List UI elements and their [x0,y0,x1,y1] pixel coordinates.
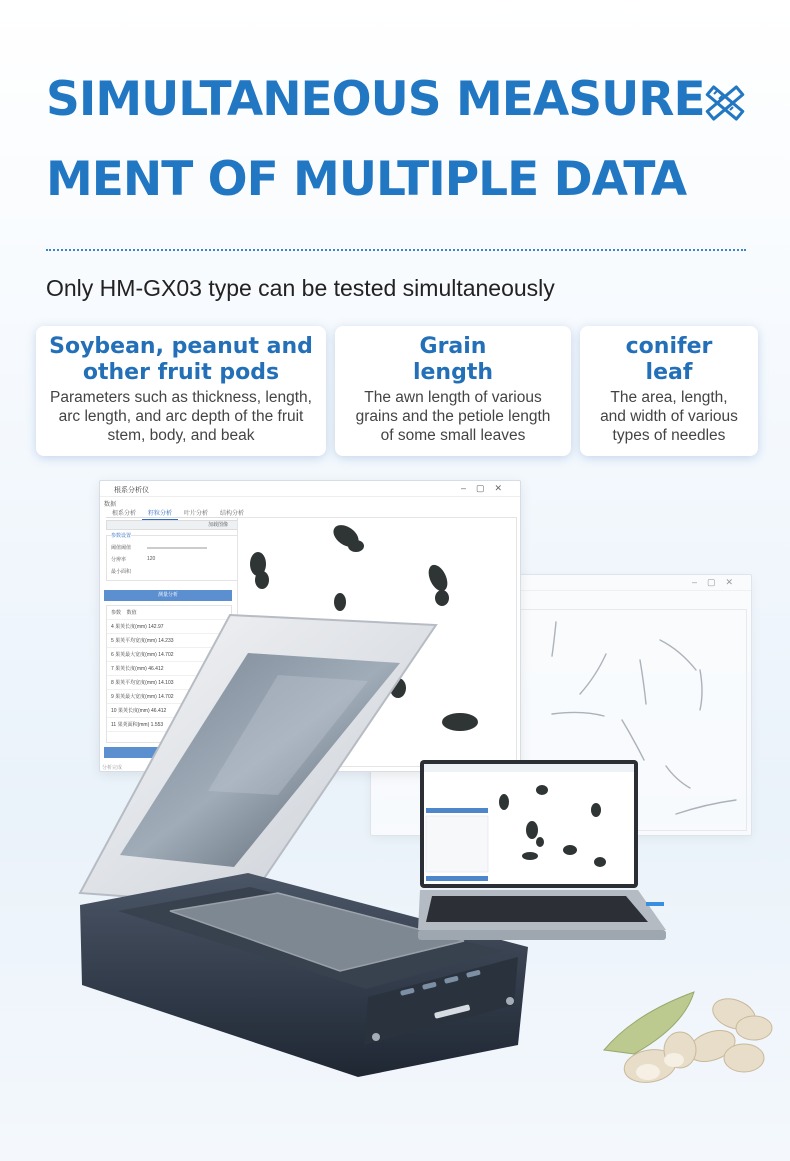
table-row: 9 果荚最大宽度(mm) 14.702 [107,690,231,704]
card-description: The area, length, and width of various types of needles [600,389,738,444]
page-title-line-1: SIMULTANEOUS MEASURE [46,72,705,127]
table-row: 7 果荚长度(mm) 46.412 [107,662,231,676]
ruler-pencil-icon [700,80,750,126]
card-title: conifer leaf [625,334,713,385]
threshold-label: 阈值阈值 [111,545,132,551]
table-row: 8 果荚平均宽度(mm) 14.103 [107,676,231,690]
group-label: 参数设置 [111,533,132,539]
page-title-line-2: MENT OF MULTIPLE DATA [46,152,687,207]
window-title: 根系分析仪 [114,487,149,494]
load-image-button[interactable]: 加载图像 [106,520,330,530]
tab-leaf[interactable]: 叶片分析 [184,511,209,517]
tab-structure[interactable]: 结构分析 [220,511,245,517]
threshold-slider[interactable] [147,547,207,549]
measure-button[interactable]: 测量分析 [104,590,232,601]
dotted-divider [46,249,746,251]
dpi-input[interactable]: 120 [147,556,156,562]
dpi-label: 分辨率 [111,557,127,563]
window-controls[interactable]: –▢✕ [460,483,512,493]
window-titlebar [100,481,520,497]
menu-bar[interactable]: 数据 [104,502,117,508]
table-header: 参数 数值 [107,606,231,620]
card-title: Grain length [412,334,494,385]
card-title: Soybean, peanut and other fruit pods [49,334,313,385]
feature-card-grain-length [335,326,571,456]
status-text: 分析完成 [102,765,123,771]
feature-card-conifer-leaf [580,326,758,456]
window-controls[interactable]: –▢✕ [691,577,743,587]
table-row: 11 果荚面积(mm) 1.553 [107,718,231,732]
card-description: Parameters such as thickness, length, arc length, and arc depth of the fruit stem, body, and beak [50,389,312,444]
feature-card-fruit-pods [36,326,326,456]
table-row: 5 果荚平均宽度(mm) 14.233 [107,634,231,648]
table-row: 4 果荚长度(mm) 142.97 [107,620,231,634]
tab-grain[interactable]: 籽粒分析 [142,506,178,520]
table-row: 10 果荚长度(mm) 46.412 [107,704,231,718]
tab-root[interactable]: 根系分析 [112,511,137,517]
table-row: 6 果荚最大宽度(mm) 14.702 [107,648,231,662]
min-area-label: 最小面积 [111,569,132,575]
peanut-pods-image [594,984,778,1092]
laptop-image [418,758,668,944]
card-description: The awn length of various grains and the petiole length of some small leaves [355,389,551,444]
subtitle: Only HM-GX03 type can be tested simultaneously [46,275,555,301]
